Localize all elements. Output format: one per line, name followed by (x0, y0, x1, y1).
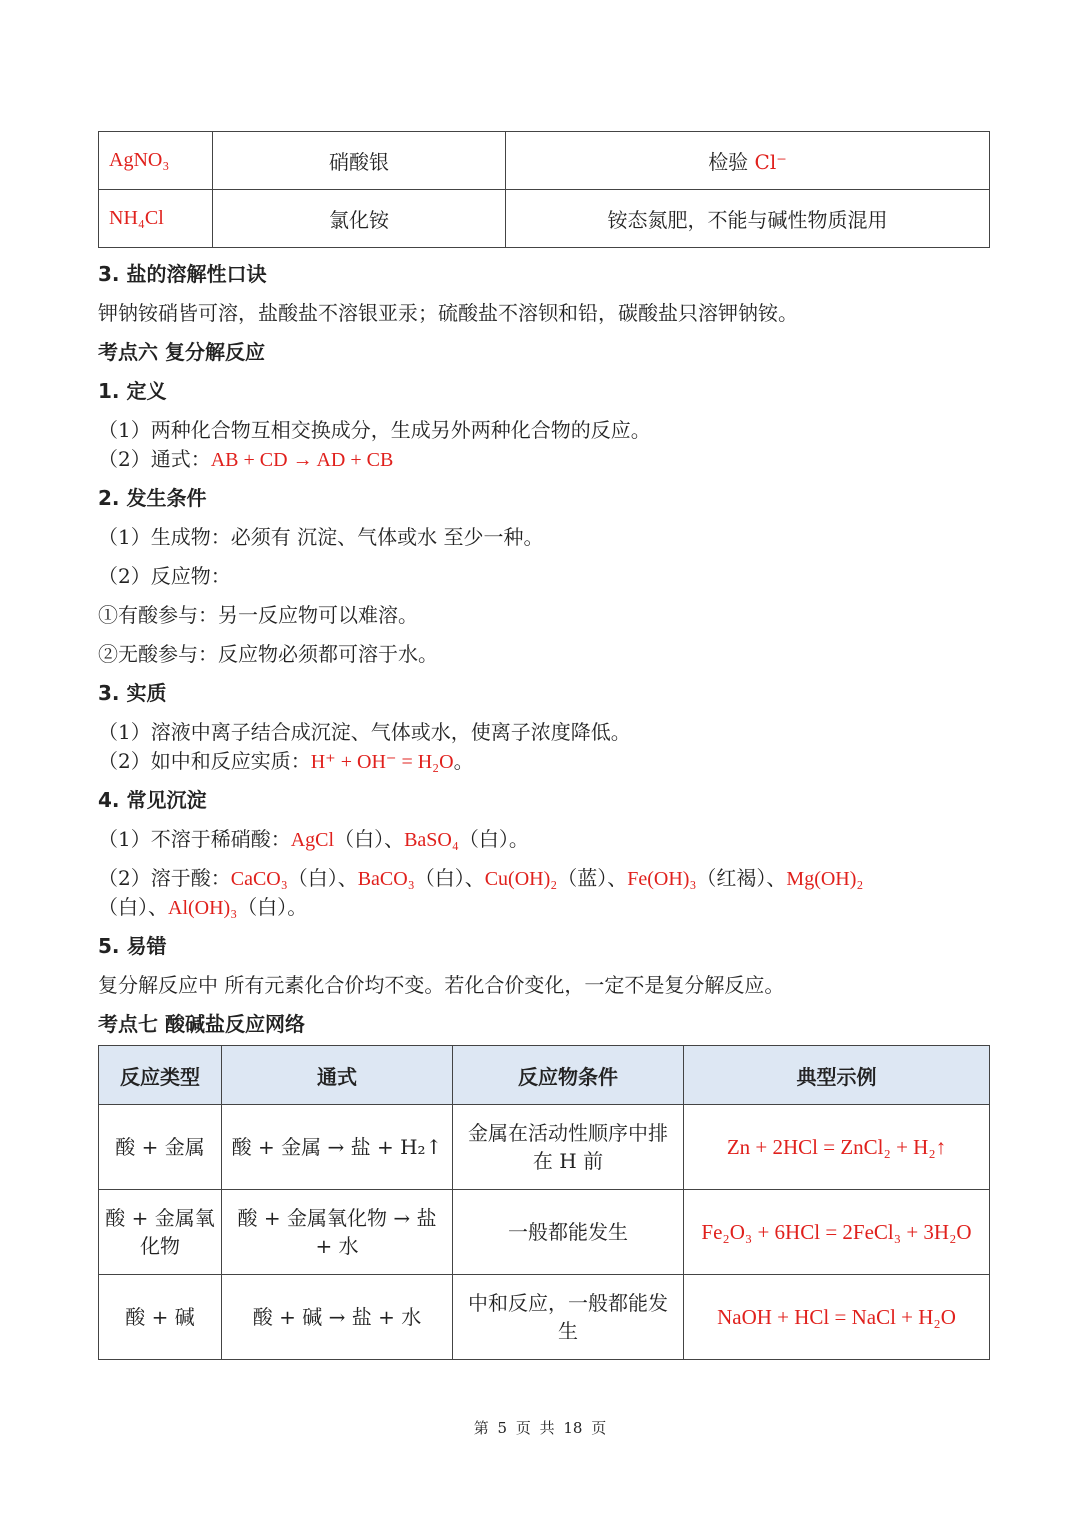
section-heading: 2. 发生条件 (98, 486, 207, 510)
salt-table (98, 131, 990, 248)
paragraph: 钾钠铵硝皆可溶，盐酸盐不溶银亚汞；硫酸盐不溶钡和铅，碳酸盐只溶钾钠铵。 (98, 301, 798, 325)
paragraph: ①有酸参与：另一反应物可以难溶。 (98, 603, 418, 627)
use-text: 检验 (708, 150, 755, 174)
use-formula: Cl⁻ (754, 150, 787, 174)
color-label: （蓝） (557, 866, 608, 890)
color-label: （白） (414, 866, 465, 890)
paragraph: （1）不溶于稀硝酸：AgCl（白）、BaSO₄（白）。 (98, 827, 529, 851)
column-header: 通式 (222, 1046, 453, 1105)
paragraph (98, 745, 474, 774)
formula: H⁺ + OH⁻ = H₂O (310, 751, 454, 773)
section-heading: 1. 定义 (98, 379, 167, 403)
color-label: （白） (287, 866, 338, 890)
section-heading: 5. 易错 (98, 934, 167, 958)
table-row (99, 1275, 990, 1360)
reaction-table (98, 1045, 990, 1360)
formula-cell: 酸 + 碱 → 盐 + 水 (222, 1275, 453, 1360)
formula: BaCO₃ (357, 868, 415, 890)
formula: BaSO₄ (404, 829, 459, 851)
use-cell (506, 190, 990, 248)
section-heading: 3. 盐的溶解性口诀 (98, 262, 267, 286)
paragraph: （1）溶液中离子结合成沉淀、气体或水，使离子浓度降低。 (98, 720, 631, 744)
paragraph: （1）生成物：必须有 沉淀、气体或水 至少一种。 (98, 525, 544, 549)
use-text: 铵态氮肥，不能与碱性物质混用 (607, 208, 888, 232)
table-row (99, 190, 990, 248)
use-cell (506, 132, 990, 190)
paragraph: ②无酸参与：反应物必须都可溶于水。 (98, 642, 438, 666)
label: （1）不溶于稀硝酸： (98, 827, 291, 851)
condition-cell: 金属在活动性顺序中排在 H 前 (453, 1105, 684, 1190)
formula: Fe(OH)₃ (627, 868, 697, 890)
formula: AB + CD → AD + CB (210, 449, 394, 471)
section-heading: 3. 实质 (98, 681, 167, 705)
column-header: 反应类型 (99, 1046, 222, 1105)
formula: Al(OH)₃ (168, 897, 238, 919)
formula-cell: AgNO₃ (99, 132, 213, 190)
paragraph: （白）、Al(OH)₃（白）。 (98, 895, 308, 919)
section-heading: 4. 常见沉淀 (98, 788, 207, 812)
table-row (99, 1105, 990, 1190)
column-header: 反应物条件 (453, 1046, 684, 1105)
type-cell: 酸 + 金属氧化物 (99, 1190, 222, 1275)
paragraph: 复分解反应中 所有元素化合价均不变。若化合价变化，一定不是复分解反应。 (98, 973, 785, 997)
paragraph: （2）反应物： (98, 564, 231, 588)
column-header: 典型示例 (684, 1046, 990, 1105)
example-cell: NaOH + HCl = NaCl + H₂O (684, 1275, 990, 1360)
color-label: （白） (458, 827, 509, 851)
name-cell: 硝酸银 (213, 132, 506, 190)
table-row (99, 1190, 990, 1275)
paragraph (98, 443, 393, 472)
label: （2）通式： (98, 447, 211, 471)
section-heading: 考点七 酸碱盐反应网络 (98, 1012, 305, 1036)
formula-cell: 酸 + 金属氧化物 → 盐 + 水 (222, 1190, 453, 1275)
condition-cell: 一般都能发生 (453, 1190, 684, 1275)
table-header-row (99, 1046, 990, 1105)
formula: Mg(OH)₂ (786, 868, 864, 890)
formula-cell: 酸 + 金属 → 盐 + H₂↑ (222, 1105, 453, 1190)
formula: Cu(OH)₂ (484, 868, 558, 890)
table-row (99, 132, 990, 190)
color-label: （白） (98, 895, 148, 919)
paragraph: （1）两种化合物互相交换成分，生成另外两种化合物的反应。 (98, 418, 651, 442)
label: （2）溶于酸： (98, 866, 231, 890)
name-cell: 氯化铵 (213, 190, 506, 248)
page-footer: 第 5 页 共 18 页 (473, 1419, 607, 1437)
label: （2）如中和反应实质： (98, 749, 311, 773)
example-cell: Fe₂O₃ + 6HCl = 2FeCl₃ + 3H₂O (684, 1190, 990, 1275)
condition-cell: 中和反应，一般都能发生 (453, 1275, 684, 1360)
formula: AgCl (290, 829, 335, 851)
punct: 。 (453, 749, 474, 773)
color-label: （红褐） (696, 866, 767, 890)
section-heading: 考点六 复分解反应 (98, 340, 265, 364)
formula-cell: NH₄Cl (99, 190, 213, 248)
color-label: （白） (334, 827, 385, 851)
color-label: （白） (237, 895, 288, 919)
formula: CaCO₃ (230, 868, 288, 890)
type-cell: 酸 + 碱 (99, 1275, 222, 1360)
example-cell: Zn + 2HCl = ZnCl₂ + H₂↑ (684, 1105, 990, 1190)
paragraph: （2）溶于酸：CaCO₃（白）、BaCO₃（白）、Cu(OH)₂（蓝）、Fe(OH)₃（红褐）、Mg(OH)₂ (98, 866, 864, 890)
type-cell: 酸 + 金属 (99, 1105, 222, 1190)
